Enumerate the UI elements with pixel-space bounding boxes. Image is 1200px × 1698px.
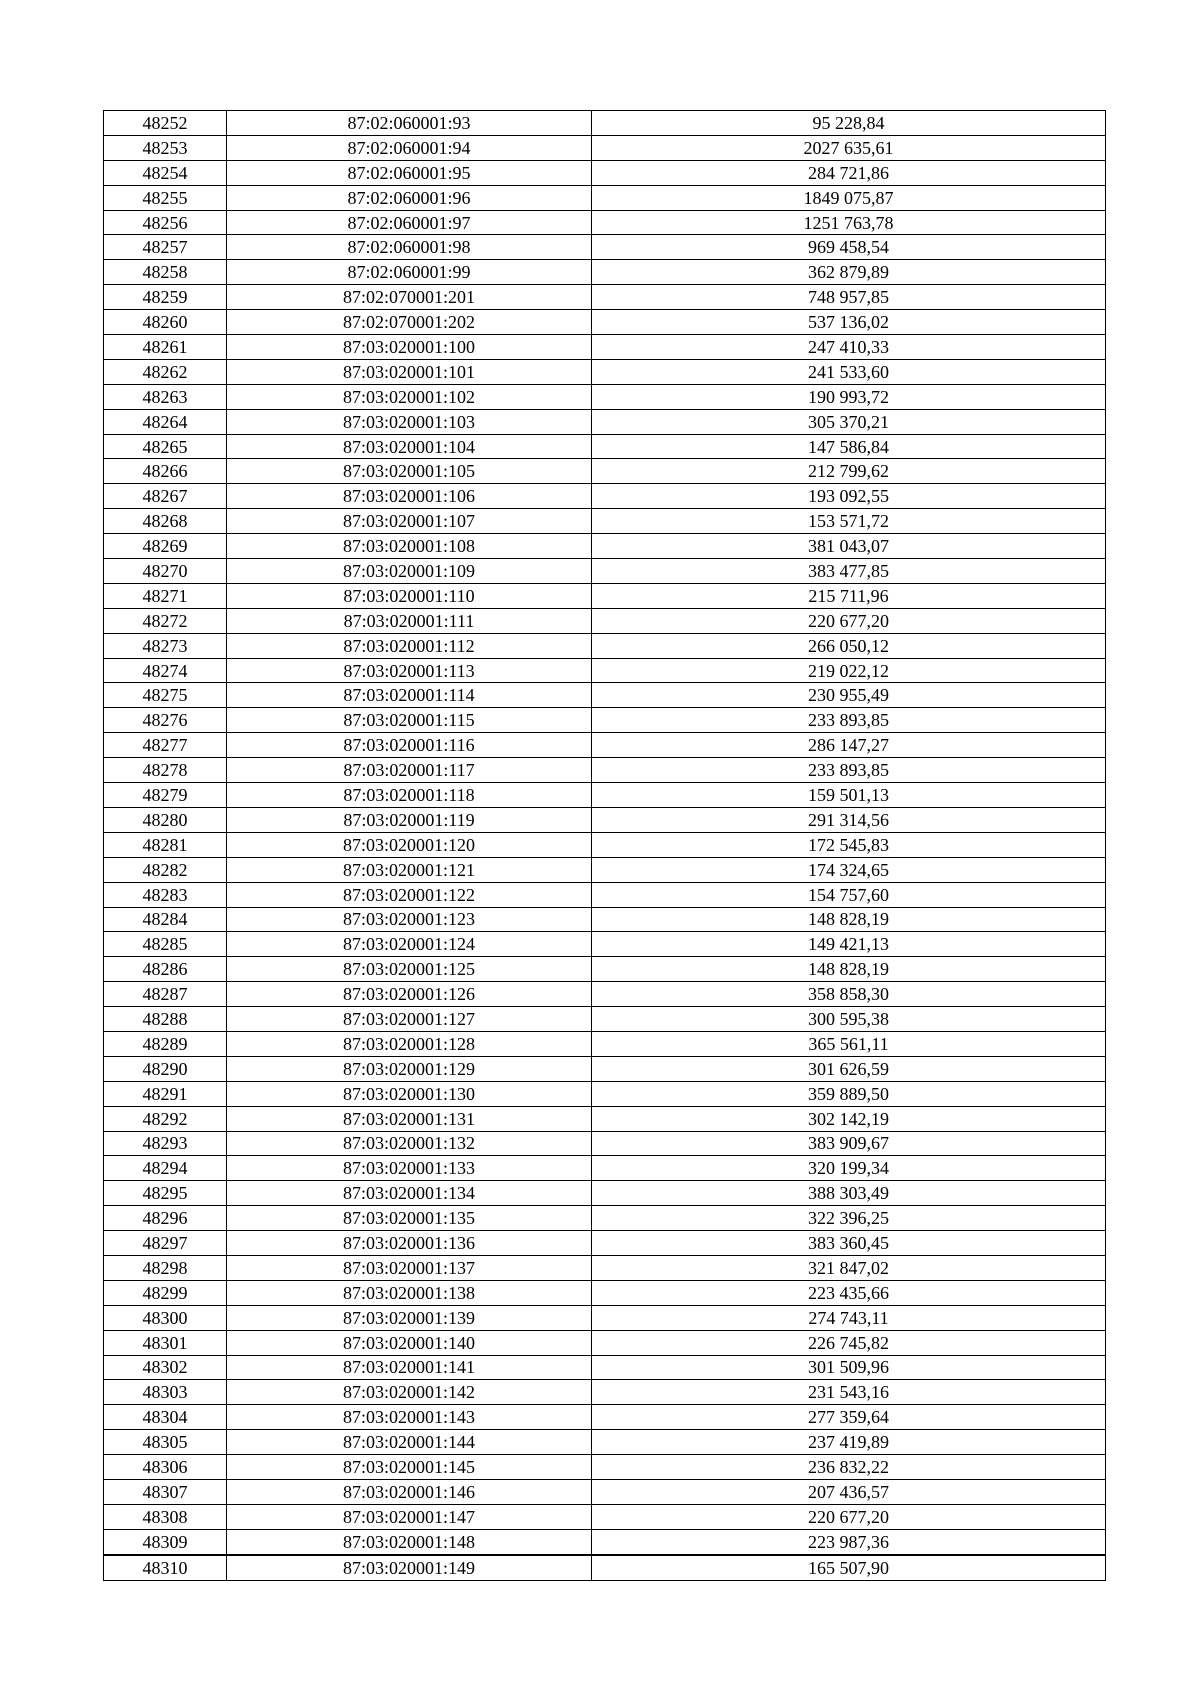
value-cell: 362 879,89 <box>592 260 1106 285</box>
row-number-cell: 48305 <box>104 1430 227 1455</box>
cadastral-number-cell: 87:03:020001:102 <box>227 384 592 409</box>
value-cell: 190 993,72 <box>592 384 1106 409</box>
table-row <box>104 1255 1106 1280</box>
value-cell: 215 711,96 <box>592 583 1106 608</box>
table-row <box>104 185 1106 210</box>
table-row <box>104 608 1106 633</box>
cadastral-number-cell: 87:02:060001:95 <box>227 160 592 185</box>
value-cell: 241 533,60 <box>592 359 1106 384</box>
table-row <box>104 210 1106 235</box>
value-cell: 247 410,33 <box>592 335 1106 360</box>
row-number-cell: 48292 <box>104 1106 227 1131</box>
table-row <box>104 135 1106 160</box>
value-cell: 302 142,19 <box>592 1106 1106 1131</box>
value-cell: 301 509,96 <box>592 1355 1106 1380</box>
table-row <box>104 658 1106 683</box>
table-row <box>104 1330 1106 1355</box>
table-row <box>104 1455 1106 1480</box>
row-number-cell: 48298 <box>104 1255 227 1280</box>
table-row <box>104 1430 1106 1455</box>
cadastral-number-cell: 87:03:020001:140 <box>227 1330 592 1355</box>
row-number-cell: 48308 <box>104 1504 227 1529</box>
table-row <box>104 1231 1106 1256</box>
row-number-cell: 48285 <box>104 932 227 957</box>
row-number-cell: 48254 <box>104 160 227 185</box>
cadastral-number-cell: 87:03:020001:146 <box>227 1479 592 1504</box>
table-row <box>104 882 1106 907</box>
cadastral-number-cell: 87:03:020001:128 <box>227 1031 592 1056</box>
value-cell: 95 228,84 <box>592 111 1106 136</box>
row-number-cell: 48282 <box>104 857 227 882</box>
value-cell: 223 435,66 <box>592 1280 1106 1305</box>
table-row <box>104 932 1106 957</box>
cadastral-number-cell: 87:02:060001:99 <box>227 260 592 285</box>
cadastral-number-cell: 87:03:020001:141 <box>227 1355 592 1380</box>
value-cell: 153 571,72 <box>592 509 1106 534</box>
row-number-cell: 48293 <box>104 1131 227 1156</box>
table-row <box>104 434 1106 459</box>
row-number-cell: 48265 <box>104 434 227 459</box>
cadastral-number-cell: 87:03:020001:121 <box>227 857 592 882</box>
value-cell: 236 832,22 <box>592 1455 1106 1480</box>
value-cell: 383 909,67 <box>592 1131 1106 1156</box>
cadastral-number-cell: 87:03:020001:136 <box>227 1231 592 1256</box>
value-cell: 748 957,85 <box>592 285 1106 310</box>
cadastral-number-cell: 87:03:020001:105 <box>227 459 592 484</box>
cadastral-number-cell: 87:03:020001:120 <box>227 832 592 857</box>
cadastral-number-cell: 87:03:020001:131 <box>227 1106 592 1131</box>
row-number-cell: 48271 <box>104 583 227 608</box>
table-row <box>104 260 1106 285</box>
row-number-cell: 48284 <box>104 907 227 932</box>
table-row <box>104 832 1106 857</box>
cadastral-number-cell: 87:03:020001:127 <box>227 1007 592 1032</box>
cadastral-value-table <box>103 110 1106 1581</box>
cadastral-number-cell: 87:02:060001:98 <box>227 235 592 260</box>
cadastral-number-cell: 87:03:020001:107 <box>227 509 592 534</box>
value-cell: 1251 763,78 <box>592 210 1106 235</box>
value-cell: 223 987,36 <box>592 1529 1106 1554</box>
cadastral-number-cell: 87:03:020001:114 <box>227 683 592 708</box>
table-row <box>104 1056 1106 1081</box>
row-number-cell: 48281 <box>104 832 227 857</box>
cadastral-number-cell: 87:03:020001:115 <box>227 708 592 733</box>
value-cell: 320 199,34 <box>592 1156 1106 1181</box>
row-number-cell: 48269 <box>104 534 227 559</box>
table-row <box>104 111 1106 136</box>
value-cell: 359 889,50 <box>592 1081 1106 1106</box>
cadastral-number-cell: 87:03:020001:142 <box>227 1380 592 1405</box>
cadastral-number-cell: 87:03:020001:126 <box>227 982 592 1007</box>
table-body <box>104 111 1106 1581</box>
value-cell: 148 828,19 <box>592 907 1106 932</box>
cadastral-number-cell: 87:03:020001:123 <box>227 907 592 932</box>
value-cell: 233 893,85 <box>592 758 1106 783</box>
cadastral-number-cell: 87:03:020001:125 <box>227 957 592 982</box>
table-row <box>104 310 1106 335</box>
cadastral-number-cell: 87:03:020001:137 <box>227 1255 592 1280</box>
table-row <box>104 235 1106 260</box>
value-cell: 358 858,30 <box>592 982 1106 1007</box>
cadastral-number-cell: 87:03:020001:116 <box>227 733 592 758</box>
value-cell: 381 043,07 <box>592 534 1106 559</box>
row-number-cell: 48304 <box>104 1405 227 1430</box>
cadastral-number-cell: 87:03:020001:134 <box>227 1181 592 1206</box>
value-cell: 172 545,83 <box>592 832 1106 857</box>
cadastral-number-cell: 87:02:070001:202 <box>227 310 592 335</box>
table-row <box>104 559 1106 584</box>
cadastral-number-cell: 87:02:060001:97 <box>227 210 592 235</box>
row-number-cell: 48289 <box>104 1031 227 1056</box>
cadastral-number-cell: 87:03:020001:135 <box>227 1206 592 1231</box>
table-row <box>104 1479 1106 1504</box>
table-row <box>104 1405 1106 1430</box>
table-row <box>104 857 1106 882</box>
row-number-cell: 48274 <box>104 658 227 683</box>
value-cell: 231 543,16 <box>592 1380 1106 1405</box>
row-number-cell: 48257 <box>104 235 227 260</box>
row-number-cell: 48260 <box>104 310 227 335</box>
row-number-cell: 48255 <box>104 185 227 210</box>
row-number-cell: 48258 <box>104 260 227 285</box>
row-number-cell: 48306 <box>104 1455 227 1480</box>
value-cell: 230 955,49 <box>592 683 1106 708</box>
cadastral-number-cell: 87:03:020001:138 <box>227 1280 592 1305</box>
row-number-cell: 48299 <box>104 1280 227 1305</box>
table-row <box>104 683 1106 708</box>
value-cell: 1849 075,87 <box>592 185 1106 210</box>
value-cell: 2027 635,61 <box>592 135 1106 160</box>
table-row <box>104 1529 1106 1554</box>
table-row <box>104 1504 1106 1529</box>
value-cell: 284 721,86 <box>592 160 1106 185</box>
row-number-cell: 48297 <box>104 1231 227 1256</box>
value-cell: 220 677,20 <box>592 1504 1106 1529</box>
row-number-cell: 48273 <box>104 633 227 658</box>
cadastral-number-cell: 87:03:020001:104 <box>227 434 592 459</box>
value-cell: 219 022,12 <box>592 658 1106 683</box>
row-number-cell: 48286 <box>104 957 227 982</box>
value-cell: 266 050,12 <box>592 633 1106 658</box>
cadastral-number-cell: 87:03:020001:117 <box>227 758 592 783</box>
table-row <box>104 957 1106 982</box>
table-row <box>104 1355 1106 1380</box>
value-cell: 154 757,60 <box>592 882 1106 907</box>
table-row <box>104 758 1106 783</box>
row-number-cell: 48261 <box>104 335 227 360</box>
table-row <box>104 1106 1106 1131</box>
row-number-cell: 48283 <box>104 882 227 907</box>
value-cell: 159 501,13 <box>592 783 1106 808</box>
value-cell: 226 745,82 <box>592 1330 1106 1355</box>
row-number-cell: 48262 <box>104 359 227 384</box>
cadastral-number-cell: 87:03:020001:113 <box>227 658 592 683</box>
value-cell: 286 147,27 <box>592 733 1106 758</box>
table-row <box>104 733 1106 758</box>
value-cell: 383 477,85 <box>592 559 1106 584</box>
row-number-cell: 48309 <box>104 1529 227 1554</box>
row-number-cell: 48279 <box>104 783 227 808</box>
cadastral-number-cell: 87:03:020001:100 <box>227 335 592 360</box>
row-number-cell: 48287 <box>104 982 227 1007</box>
cadastral-number-cell: 87:03:020001:106 <box>227 484 592 509</box>
row-number-cell: 48277 <box>104 733 227 758</box>
cadastral-number-cell: 87:03:020001:118 <box>227 783 592 808</box>
row-number-cell: 48264 <box>104 409 227 434</box>
value-cell: 274 743,11 <box>592 1305 1106 1330</box>
cadastral-number-cell: 87:03:020001:129 <box>227 1056 592 1081</box>
row-number-cell: 48310 <box>104 1555 227 1580</box>
value-cell: 365 561,11 <box>592 1031 1106 1056</box>
value-cell: 148 828,19 <box>592 957 1106 982</box>
table-row <box>104 409 1106 434</box>
value-cell: 207 436,57 <box>592 1479 1106 1504</box>
row-number-cell: 48266 <box>104 459 227 484</box>
row-number-cell: 48270 <box>104 559 227 584</box>
value-cell: 220 677,20 <box>592 608 1106 633</box>
table-row <box>104 1181 1106 1206</box>
table-row <box>104 335 1106 360</box>
table-row <box>104 1305 1106 1330</box>
table-row <box>104 807 1106 832</box>
table-row <box>104 384 1106 409</box>
table-row <box>104 783 1106 808</box>
value-cell: 322 396,25 <box>592 1206 1106 1231</box>
cadastral-number-cell: 87:03:020001:122 <box>227 882 592 907</box>
row-number-cell: 48303 <box>104 1380 227 1405</box>
value-cell: 149 421,13 <box>592 932 1106 957</box>
table-row <box>104 982 1106 1007</box>
table-row <box>104 160 1106 185</box>
table-row <box>104 484 1106 509</box>
table-row <box>104 534 1106 559</box>
cadastral-number-cell: 87:03:020001:119 <box>227 807 592 832</box>
value-cell: 383 360,45 <box>592 1231 1106 1256</box>
table-row <box>104 509 1106 534</box>
cadastral-number-cell: 87:02:060001:94 <box>227 135 592 160</box>
value-cell: 305 370,21 <box>592 409 1106 434</box>
cadastral-number-cell: 87:03:020001:133 <box>227 1156 592 1181</box>
value-cell: 301 626,59 <box>592 1056 1106 1081</box>
row-number-cell: 48291 <box>104 1081 227 1106</box>
row-number-cell: 48276 <box>104 708 227 733</box>
row-number-cell: 48300 <box>104 1305 227 1330</box>
cadastral-number-cell: 87:03:020001:124 <box>227 932 592 957</box>
value-cell: 147 586,84 <box>592 434 1106 459</box>
table-row <box>104 285 1106 310</box>
row-number-cell: 48296 <box>104 1206 227 1231</box>
row-number-cell: 48267 <box>104 484 227 509</box>
cadastral-number-cell: 87:03:020001:108 <box>227 534 592 559</box>
row-number-cell: 48280 <box>104 807 227 832</box>
cadastral-number-cell: 87:03:020001:149 <box>227 1555 592 1580</box>
cadastral-number-cell: 87:03:020001:112 <box>227 633 592 658</box>
cadastral-number-cell: 87:03:020001:103 <box>227 409 592 434</box>
value-cell: 237 419,89 <box>592 1430 1106 1455</box>
table-row <box>104 1131 1106 1156</box>
cadastral-number-cell: 87:03:020001:144 <box>227 1430 592 1455</box>
value-cell: 969 458,54 <box>592 235 1106 260</box>
cadastral-number-cell: 87:03:020001:143 <box>227 1405 592 1430</box>
table-row <box>104 1206 1106 1231</box>
cadastral-number-cell: 87:03:020001:139 <box>227 1305 592 1330</box>
row-number-cell: 48278 <box>104 758 227 783</box>
table-row <box>104 459 1106 484</box>
cadastral-number-cell: 87:03:020001:132 <box>227 1131 592 1156</box>
value-cell: 174 324,65 <box>592 857 1106 882</box>
cadastral-number-cell: 87:03:020001:111 <box>227 608 592 633</box>
row-number-cell: 48302 <box>104 1355 227 1380</box>
table-row <box>104 1280 1106 1305</box>
table-row <box>104 708 1106 733</box>
value-cell: 537 136,02 <box>592 310 1106 335</box>
value-cell: 165 507,90 <box>592 1555 1106 1580</box>
table-row <box>104 583 1106 608</box>
cadastral-number-cell: 87:02:060001:96 <box>227 185 592 210</box>
row-number-cell: 48301 <box>104 1330 227 1355</box>
cadastral-number-cell: 87:02:070001:201 <box>227 285 592 310</box>
value-cell: 291 314,56 <box>592 807 1106 832</box>
row-number-cell: 48256 <box>104 210 227 235</box>
table-row <box>104 907 1106 932</box>
row-number-cell: 48259 <box>104 285 227 310</box>
table-row <box>104 359 1106 384</box>
value-cell: 300 595,38 <box>592 1007 1106 1032</box>
row-number-cell: 48288 <box>104 1007 227 1032</box>
row-number-cell: 48268 <box>104 509 227 534</box>
value-cell: 193 092,55 <box>592 484 1106 509</box>
cadastral-number-cell: 87:02:060001:93 <box>227 111 592 136</box>
cadastral-number-cell: 87:03:020001:101 <box>227 359 592 384</box>
table-row <box>104 1081 1106 1106</box>
table-row <box>104 1380 1106 1405</box>
table-row <box>104 1156 1106 1181</box>
cadastral-number-cell: 87:03:020001:145 <box>227 1455 592 1480</box>
cadastral-number-cell: 87:03:020001:109 <box>227 559 592 584</box>
value-cell: 233 893,85 <box>592 708 1106 733</box>
cadastral-number-cell: 87:03:020001:147 <box>227 1504 592 1529</box>
value-cell: 388 303,49 <box>592 1181 1106 1206</box>
table-row <box>104 1031 1106 1056</box>
row-number-cell: 48263 <box>104 384 227 409</box>
table-row <box>104 1555 1106 1580</box>
value-cell: 277 359,64 <box>592 1405 1106 1430</box>
row-number-cell: 48275 <box>104 683 227 708</box>
row-number-cell: 48253 <box>104 135 227 160</box>
row-number-cell: 48252 <box>104 111 227 136</box>
cadastral-number-cell: 87:03:020001:148 <box>227 1529 592 1554</box>
row-number-cell: 48307 <box>104 1479 227 1504</box>
row-number-cell: 48294 <box>104 1156 227 1181</box>
row-number-cell: 48290 <box>104 1056 227 1081</box>
value-cell: 321 847,02 <box>592 1255 1106 1280</box>
value-cell: 212 799,62 <box>592 459 1106 484</box>
table-row <box>104 633 1106 658</box>
row-number-cell: 48272 <box>104 608 227 633</box>
row-number-cell: 48295 <box>104 1181 227 1206</box>
cadastral-number-cell: 87:03:020001:130 <box>227 1081 592 1106</box>
table-row <box>104 1007 1106 1032</box>
cadastral-number-cell: 87:03:020001:110 <box>227 583 592 608</box>
